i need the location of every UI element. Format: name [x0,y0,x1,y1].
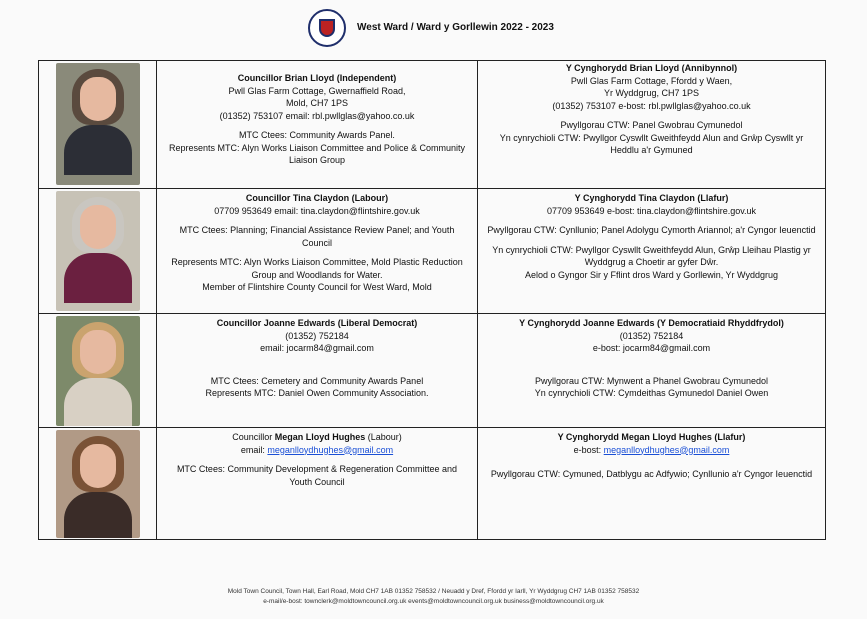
councillor-name: Councillor Joanne Edwards (Liberal Democrat) [216,318,418,328]
councillor-name: Y Cynghorydd Megan Lloyd Hughes (Llafur) [557,432,746,442]
address-line: Mold, CH7 1PS [285,98,349,108]
committees-line: Pwyllgorau CTW: Cynllunio; Panel Adolygu Cymorth Ariannol; a'r Cyngor Ieuenctid [487,225,816,235]
represents-line: Yn cynrychioli CTW: Pwyllgor Cyswllt Gweithfeydd Alun and Grŵp Cyswllt yr Heddlu a'r Gymuned [499,132,804,155]
photo-cell [39,314,157,428]
footer-emails: e-mail/e-bost: townclerk@moldtowncouncil.org.uk events@moldtowncouncil.org.uk business@moldtowncouncil.org.uk [263,598,604,605]
committees-line: MTC Ctees: Planning; Financial Assistance Review Panel; and Youth Council [179,225,455,248]
email-line: email: meganlloydhughes@gmail.com [240,444,394,455]
committees-line: MTC Ctees: Community Awards Panel. [239,130,395,140]
welsh-details [478,428,826,540]
represents-line: Yn cynrychioli CTW: Cymdeithas Gymunedol Daniel Owen [534,388,769,398]
member-line: Member of Flintshire County Council for West Ward, Mold [202,282,432,292]
english-details [157,314,478,428]
contact-line: 07709 953649 email: tina.claydon@flintshire.gov.uk [214,205,420,216]
represents-line: Represents MTC: Alyn Works Liaison Committee, Mold Plastic Reduction Group and Woodlands for Water. [171,257,463,280]
welsh-details [478,189,826,314]
councillor-name: Councillor Megan Lloyd Hughes (Labour) [232,432,402,442]
phone-line: (01352) 752184 [285,330,349,341]
table-row [39,189,826,314]
councillor-name: Y Cynghorydd Joanne Edwards (Y Democratiaid Rhyddfrydol) [519,318,784,328]
photo-cell [39,61,157,189]
councillor-name: Y Cynghorydd Brian Lloyd (Annibynnol) [565,63,738,73]
contact-line: (01352) 753107 e-bost: rbl.pwllglas@yahoo.co.uk [552,100,751,111]
address-line: Pwll Glas Farm Cottage, Ffordd y Waen, [570,75,733,86]
welsh-details [478,61,826,189]
photo-cell [39,428,157,540]
welsh-details [478,314,826,428]
member-line: Aelod o Gyngor Sir y Fflint dros Ward y Gorllewin, Yr Wyddgrug [524,269,778,280]
council-crest-logo [308,9,346,47]
represents-line: Yn cynrychioli CTW: Pwyllgor Cyswllt Gweithfeydd Alun, Grŵp Lleihau Plastig yr Wyddgrug a Choetir ar gyfer Dŵr. [492,244,811,267]
committees-line: Pwyllgorau CTW: Panel Gwobrau Cymunedol [560,120,743,130]
committees-line: Pwyllgorau CTW: Cymuned, Datblygu ac Adfywio; Cynllunio a'r Cyngor Ieuenctid [490,469,813,479]
photo-cell [39,189,157,314]
councillor-photo [56,316,140,426]
councillor-table [38,60,826,540]
email-link[interactable]: meganlloydhughes@gmail.com [603,444,730,455]
email-line: email: jocarm84@gmail.com [260,343,374,353]
footer-address: Mold Town Council, Town Hall, Earl Road, Mold CH7 1AB 01352 758532 / Neuadd y Dref, Ffordd yr Iarll, Yr Wyddgrug CH7 1AB 01352 758532 [227,588,640,595]
english-details [157,428,478,540]
email-line: e-bost: jocarm84@gmail.com [592,343,711,353]
page-title: West Ward / Ward y Gorllewin 2022 - 2023 [357,22,554,33]
phone-line: (01352) 752184 [619,330,684,341]
committees-line: MTC Ctees: Cemetery and Community Awards Panel [210,375,424,386]
email-line: e-bost: meganlloydhughes@gmail.com [573,444,730,455]
councillor-photo [56,63,140,185]
address-line: Yr Wyddgrug, CH7 1PS [604,88,699,98]
contact-line: 07709 953649 e-bost: tina.claydon@flintshire.gov.uk [546,205,757,216]
crest-shield-icon [319,19,335,37]
contact-line: (01352) 753107 email: rbl.pwllglas@yahoo.co.uk [219,110,415,121]
address-line: Pwll Glas Farm Cottage, Gwernaffield Road, [228,85,406,96]
table-row [39,61,826,189]
table-row [39,314,826,428]
english-details [157,189,478,314]
table-row [39,428,826,540]
councillor-name: Councillor Tina Claydon (Labour) [245,193,389,203]
represents-line: Represents MTC: Daniel Owen Community Association. [205,388,429,398]
represents-line: Represents MTC: Alyn Works Liaison Committee and Police & Community Liaison Group [169,142,465,165]
email-link[interactable]: meganlloydhughes@gmail.com [267,444,394,455]
committees-line: Pwyllgorau CTW: Mynwent a Phanel Gwobrau Cymunedol [535,375,768,386]
english-details [157,61,478,189]
councillor-name: Y Cynghorydd Tina Claydon (Llafur) [574,193,729,203]
councillor-photo [56,191,140,311]
councillor-photo [56,430,140,538]
councillor-name: Councillor Brian Lloyd (Independent) [237,73,397,83]
committees-line: MTC Ctees: Community Development & Regeneration Committee and Youth Council [176,464,458,487]
